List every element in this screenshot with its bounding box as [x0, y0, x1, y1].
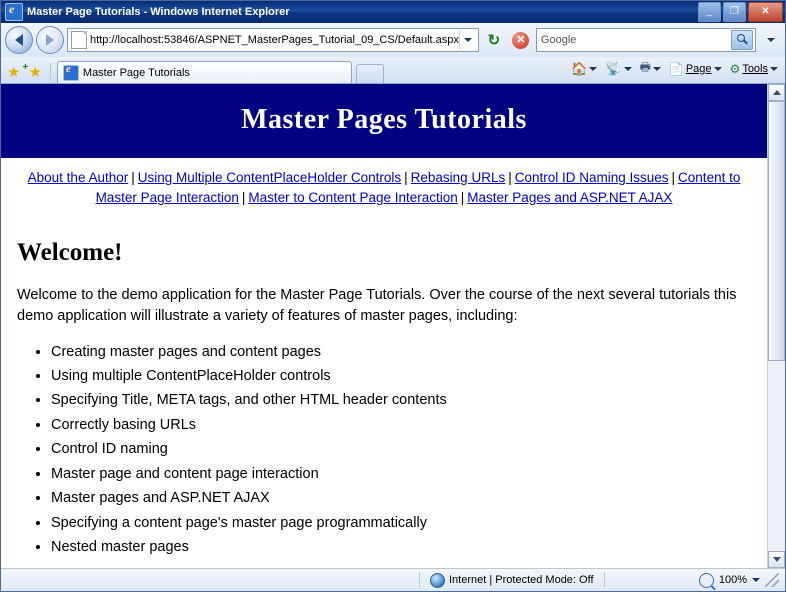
toolbar-divider — [50, 63, 51, 81]
list-item: • Specifying Title, META tags, and other HTML header contents — [51, 389, 751, 411]
tab-favicon — [63, 65, 79, 81]
page-menu-label: Page — [685, 62, 712, 75]
chevron-down-icon[interactable] — [589, 67, 597, 71]
scroll-up-button[interactable] — [768, 84, 785, 101]
chevron-down-icon[interactable] — [752, 578, 760, 582]
feeds-button[interactable] — [602, 60, 634, 78]
command-bar — [568, 57, 781, 83]
page-icon: 📄 — [668, 61, 684, 76]
window-controls — [698, 2, 783, 22]
add-to-favorites-icon[interactable]: ★ + — [26, 65, 43, 83]
nav-link-master-to-content[interactable]: Master to Content Page Interaction — [248, 190, 458, 206]
globe-icon — [430, 573, 445, 588]
page-title: Master Pages Tutorials — [241, 104, 527, 135]
chevron-down-icon[interactable] — [653, 67, 661, 71]
maximize-button[interactable]: ❐ — [723, 2, 746, 22]
address-bar[interactable] — [67, 28, 479, 52]
home-button[interactable] — [568, 60, 600, 78]
chevron-down-icon — [767, 38, 775, 42]
list-item: • Correctly basing URLs — [51, 414, 751, 436]
ie-icon — [5, 3, 23, 21]
page-menu-button[interactable] — [666, 61, 725, 77]
tab-master-page-tutorials[interactable] — [57, 61, 352, 83]
close-button[interactable]: ✕ — [748, 2, 783, 22]
new-tab-button[interactable] — [356, 64, 384, 83]
gear-icon: ⚙ — [729, 61, 741, 76]
chevron-down-icon[interactable] — [714, 67, 722, 71]
search-input[interactable]: Google — [540, 34, 577, 46]
status-message — [3, 571, 415, 589]
nav-link-aspnet-ajax[interactable]: Master Pages and ASP.NET AJAX — [467, 190, 673, 206]
nav-link-content-to-master[interactable]: Content to Master Page Interaction — [95, 170, 741, 206]
tab-bar — [1, 57, 785, 83]
stop-button[interactable] — [509, 28, 533, 52]
printer-icon: 🖶 — [639, 60, 651, 74]
refresh-button[interactable] — [482, 28, 506, 52]
list-item: • Using multiple ContentPlaceHolder controls — [51, 365, 751, 387]
page-banner — [1, 84, 767, 158]
nav-separator: | — [404, 170, 408, 185]
nav-separator: | — [671, 170, 676, 185]
nav-link-multiple-contentplaceholder[interactable]: Using Multiple ContentPlaceHolder Controls — [137, 170, 402, 185]
favorites-center-icon[interactable]: ★ — [7, 64, 21, 81]
list-item: • Nested master pages — [51, 536, 751, 558]
status-divider — [419, 572, 420, 588]
nav-link-control-id-naming[interactable]: Control ID Naming Issues — [514, 170, 669, 185]
list-item: • Control ID naming — [51, 438, 751, 460]
window-title: Master Page Tutorials - Windows Internet Explorer — [27, 6, 290, 18]
resize-grip[interactable] — [765, 573, 779, 587]
stop-icon: ✕ — [512, 32, 529, 49]
chevron-down-icon[interactable] — [770, 67, 778, 71]
list-item: • Master pages and ASP.NET AJAX — [51, 487, 751, 509]
content-area — [1, 83, 785, 568]
address-toolbar — [1, 23, 785, 57]
status-divider — [604, 572, 605, 588]
security-zone-label: Internet | Protected Mode: Off — [449, 574, 594, 586]
status-bar — [1, 568, 785, 591]
forward-button[interactable] — [36, 26, 64, 54]
search-options-button[interactable] — [759, 28, 783, 52]
refresh-icon: ↻ — [487, 32, 501, 49]
site-navigation — [1, 158, 767, 215]
scrollbar-track[interactable] — [768, 101, 785, 551]
tab-label: Master Page Tutorials — [82, 66, 190, 79]
list-item: • Master page and content page interaction — [51, 463, 751, 485]
chevron-down-icon[interactable] — [624, 67, 632, 71]
page-body — [1, 215, 767, 559]
list-item: • Specifying a content page's master page programmatically — [51, 512, 751, 534]
chevron-down-icon — [773, 557, 781, 562]
address-input[interactable]: http://localhost:53846/ASPNET_MasterPages_Tutorial_09_CS/Default.aspx — [90, 34, 459, 46]
address-dropdown-button[interactable] — [459, 30, 476, 50]
web-page — [1, 84, 767, 568]
list-item: • Creating master pages and content pages — [51, 341, 751, 363]
welcome-heading: Welcome! — [17, 238, 123, 266]
nav-separator: | — [508, 170, 512, 185]
zoom-icon[interactable] — [699, 573, 714, 588]
minimize-button[interactable]: _ — [698, 2, 721, 22]
feature-list — [17, 341, 751, 559]
security-zone[interactable] — [424, 571, 600, 589]
nav-separator: | — [241, 190, 246, 206]
back-button[interactable] — [5, 26, 33, 54]
zoom-level-label: 100% — [718, 574, 747, 586]
intro-paragraph: Welcome to the demo application for the Master Page Tutorials. Over the course of the next several tutorials this demo application will illustrate a variety of features of master pages, including: — [17, 286, 737, 324]
nav-link-rebasing-urls[interactable]: Rebasing URLs — [410, 170, 506, 185]
scrollbar-thumb[interactable] — [768, 101, 785, 361]
scroll-down-button[interactable] — [768, 551, 785, 568]
zoom-control[interactable] — [699, 573, 783, 588]
tools-menu-button[interactable] — [727, 61, 781, 77]
page-icon — [71, 31, 87, 49]
nav-link-about-the-author[interactable]: About the Author — [27, 170, 129, 185]
search-box[interactable] — [536, 28, 756, 52]
rss-icon: 📡 — [605, 60, 622, 76]
search-icon[interactable] — [731, 30, 753, 50]
chevron-up-icon — [773, 90, 781, 95]
vertical-scrollbar[interactable] — [767, 84, 785, 568]
home-icon: 🏠 — [571, 60, 588, 76]
chevron-down-icon — [464, 38, 472, 42]
tools-menu-label: Tools — [742, 62, 768, 75]
print-button[interactable] — [637, 57, 664, 80]
title-bar — [1, 1, 785, 23]
nav-separator: | — [131, 170, 135, 185]
nav-separator: | — [460, 190, 465, 206]
